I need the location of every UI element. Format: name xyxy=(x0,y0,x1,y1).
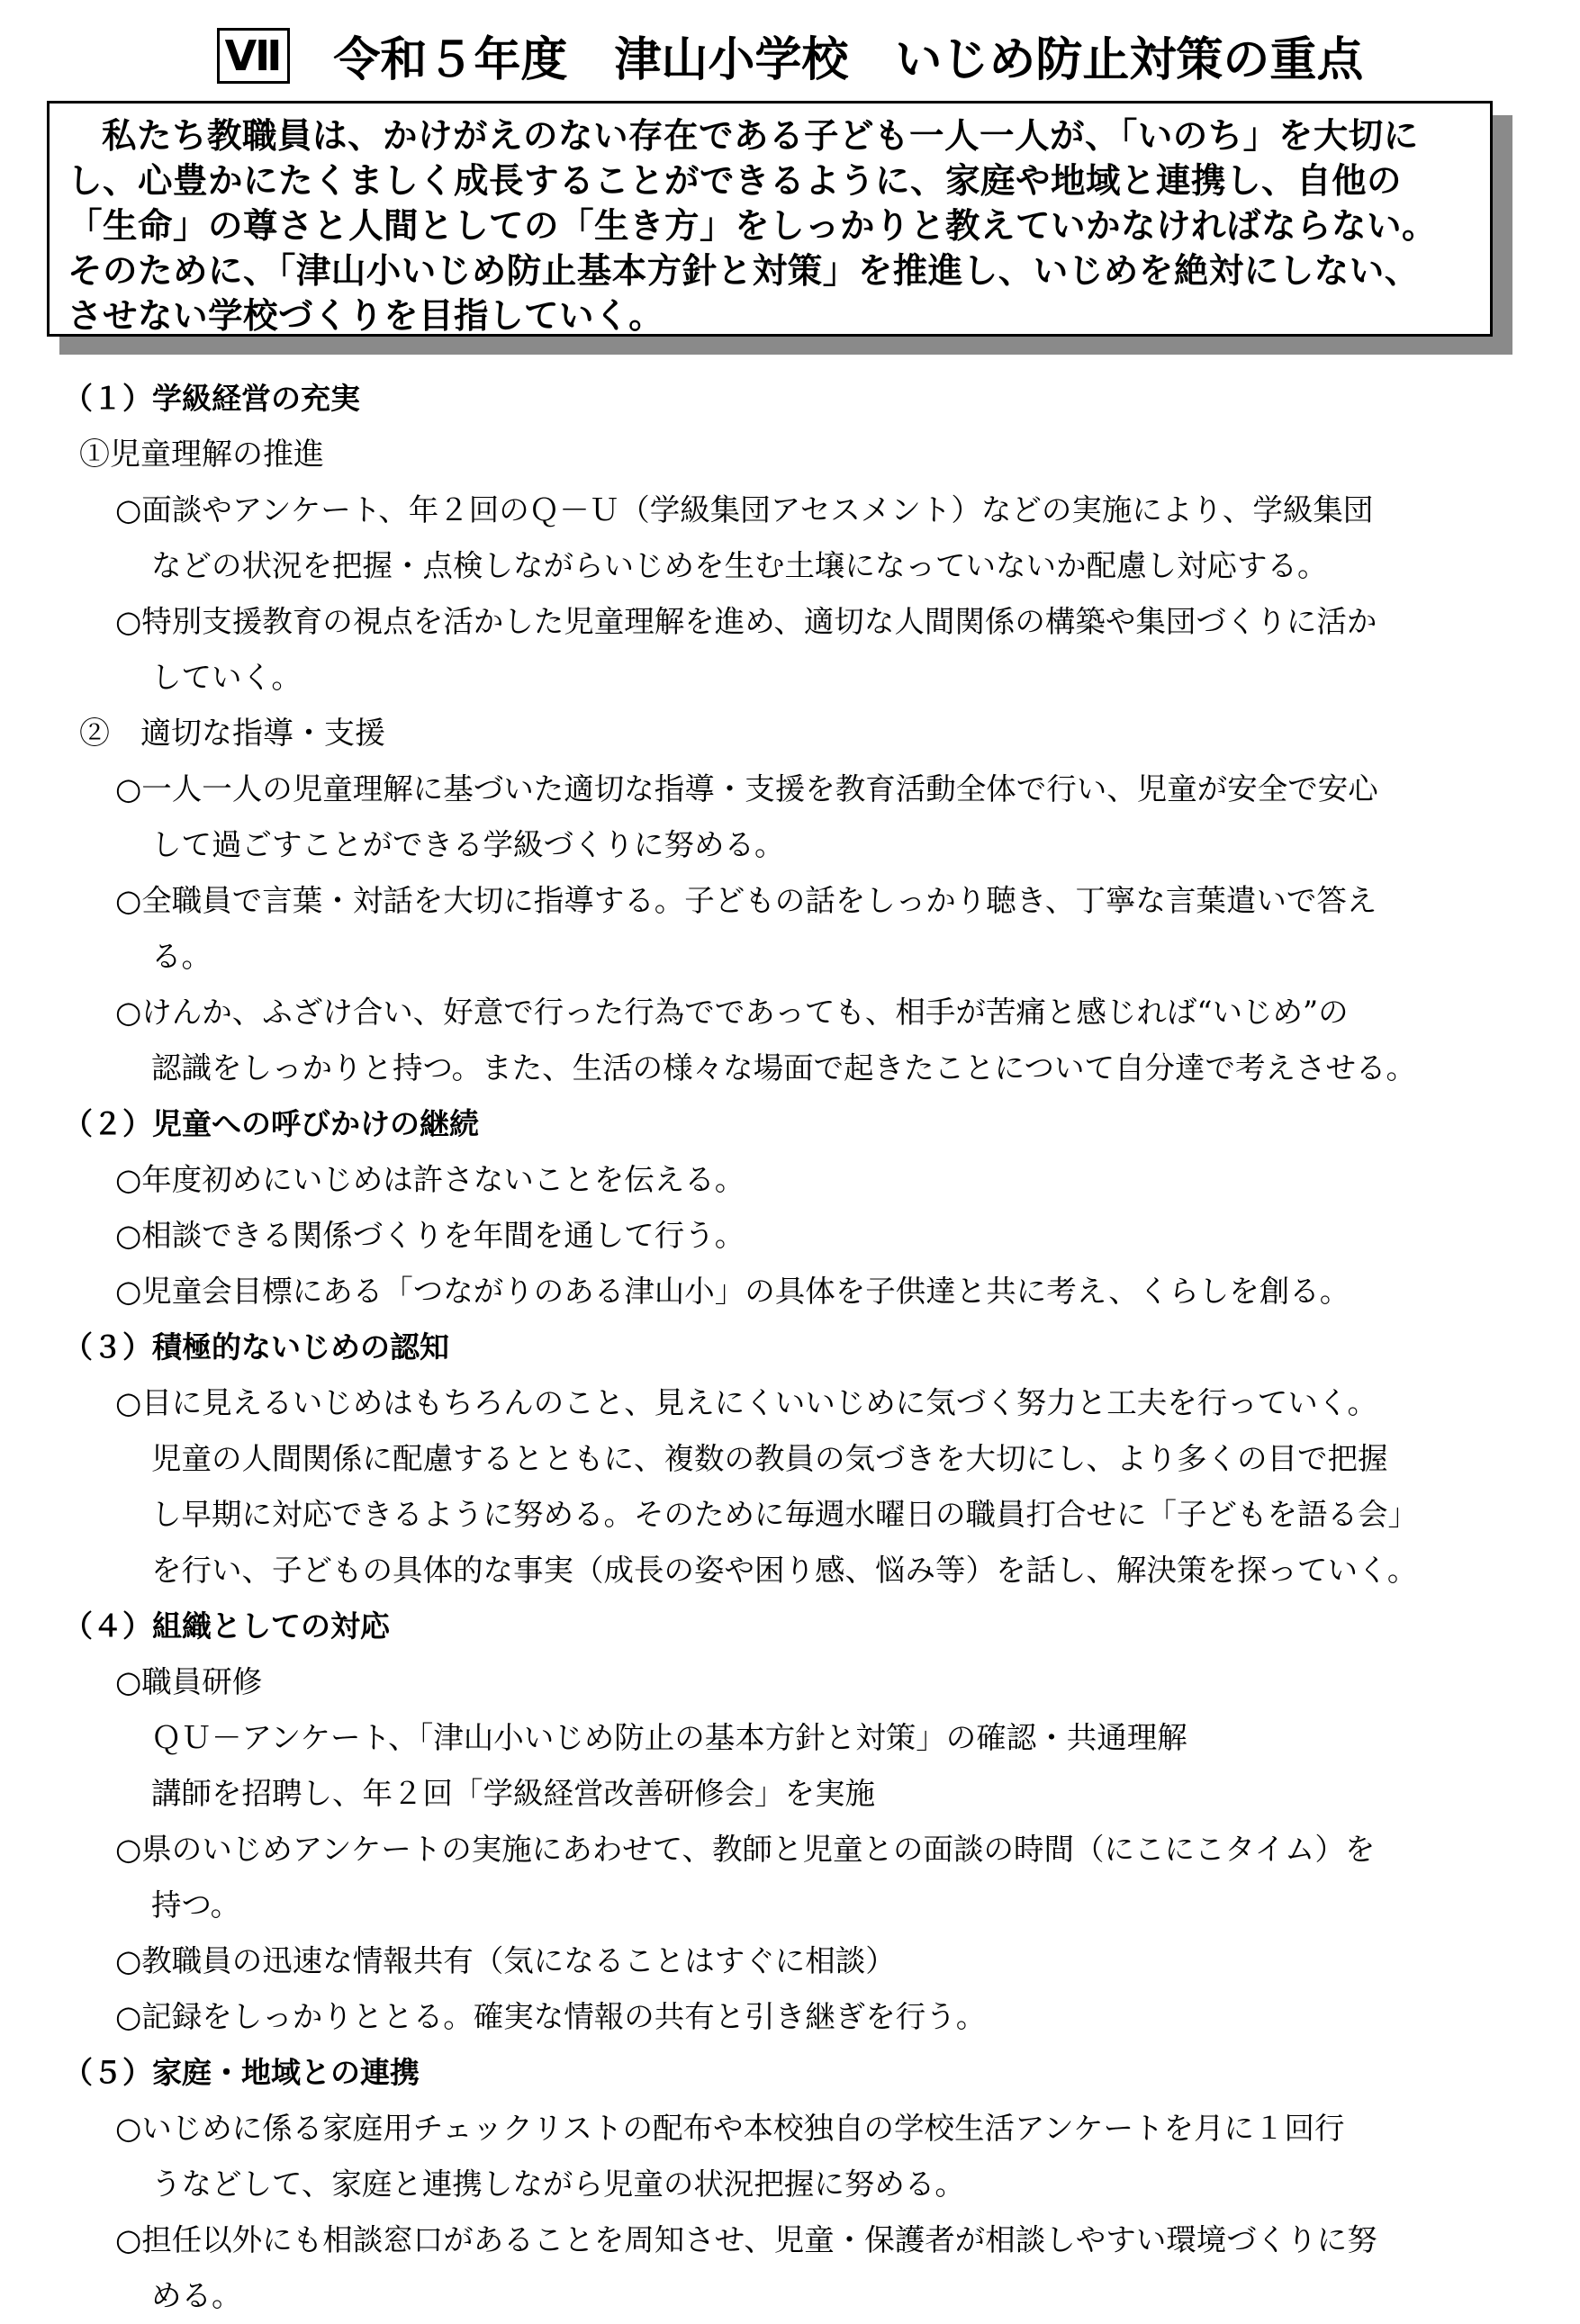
item-line: ○目に見えるいじめはもちろんのこと、見えにくいいじめに気づく努力と工夫を行っていく。 xyxy=(115,1385,1378,1420)
list-item xyxy=(63,2101,1539,2212)
list-item xyxy=(63,761,1539,873)
item-line: ○担任以外にも相談窓口があることを周知させ、児童・保護者が相談しやすい環境づくりに努 xyxy=(115,2222,1377,2257)
list-item xyxy=(63,873,1539,985)
detail-line: 講師を招聘し、年２回「学級経営改善研修会」を実施 xyxy=(151,1776,875,1811)
list-item xyxy=(63,1933,1539,1989)
item-line: 持つ。 xyxy=(151,1887,241,1923)
list-item xyxy=(63,1989,1539,2045)
item-line: ○年度初めにいじめは許さないことを伝える。 xyxy=(115,1162,745,1197)
subsection-heading: ①児童理解の推進 xyxy=(79,437,324,473)
list-item xyxy=(63,1208,1539,1264)
item-line: る。 xyxy=(151,939,212,974)
list-item xyxy=(63,1152,1539,1208)
item-line: して過ごすことができる学級づくりに努める。 xyxy=(151,827,785,862)
detail-line: ＱＵ－アンケート、「津山小いじめ防止の基本方針と対策」の確認・共通理解 xyxy=(151,1720,1187,1755)
item-line: うなどして、家庭と連携しながら児童の状況把握に努める。 xyxy=(151,2166,965,2202)
item-line: ○相談できる関係づくりを年間を通して行う。 xyxy=(115,1218,745,1253)
list-item xyxy=(63,1375,1539,1599)
section-heading: （２）児童への呼びかけの継続 xyxy=(63,1106,479,1141)
title-text: 令和５年度 津山小学校 いじめ防止対策の重点 xyxy=(333,33,1364,87)
box-line: し、心豊かにたくましく成長することができるように、家庭や地域と連携し、自他の xyxy=(68,161,1403,202)
box-line: させない学校づくりを目指していく。 xyxy=(68,296,664,337)
item-line: 児童の人間関係に配慮するとともに、複数の教員の気づきを大切にし、より多くの目で把握 xyxy=(151,1441,1388,1476)
list-item xyxy=(63,482,1539,594)
item-line: ○面談やアンケート、年２回のＱ－Ｕ（学級集団アセスメント）などの実施により、学級集団 xyxy=(115,492,1374,527)
section-heading: （３）積極的ないじめの認知 xyxy=(63,1329,449,1365)
item-line: ○県のいじめアンケートの実施にあわせて、教師と児童との面談の時間（にこにこタイム）を xyxy=(115,1832,1376,1867)
list-item xyxy=(63,985,1539,1096)
item-line: ○けんか、ふざけ合い、好意で行った行為でであっても、相手が苦痛と感じれば“いじめ”の xyxy=(115,995,1349,1030)
box-line: 「生命」の尊さと人間としての「生き方」をしっかりと教えていかなければならない。 xyxy=(68,206,1438,247)
list-item xyxy=(63,1822,1539,1933)
list-item xyxy=(63,1654,1539,1710)
item-line: ○全職員で言葉・対話を大切に指導する。子どもの話をしっかり聴き、丁寧な言葉遣いで答え xyxy=(115,883,1377,918)
roman-numeral: Ⅶ xyxy=(217,28,291,84)
subsection-heading: ② 適切な指導・支援 xyxy=(79,716,385,752)
item-line: 認識をしっかりと持つ。また、生活の様々な場面で起きたことについて自分達で考えさせる。 xyxy=(151,1050,1416,1085)
item-line: ○記録をしっかりととる。確実な情報の共有と引き継ぎを行う。 xyxy=(115,1999,987,2034)
box-line: そのために、「津山小いじめ防止基本方針と対策」を推進し、いじめを絶対にしない、 xyxy=(68,251,1420,292)
item-line: を行い、子どもの具体的な事実（成長の姿や困り感、悩み等）を話し、解決策を探っていく。 xyxy=(151,1553,1418,1588)
section-heading: （１）学級経営の充実 xyxy=(63,381,360,416)
item-line: める。 xyxy=(151,2278,242,2313)
list-item xyxy=(63,1264,1539,1320)
mission-box xyxy=(47,101,1493,337)
section-heading: （４）組織としての対応 xyxy=(63,1608,390,1644)
item-line: ○特別支援教育の視点を活かした児童理解を進め、適切な人間関係の構築や集団づくりに活か xyxy=(115,604,1377,639)
item-line: ○一人一人の児童理解に基づいた適切な指導・支援を教育活動全体で行い、児童が安全で安心 xyxy=(115,771,1378,806)
section-heading: （５）家庭・地域との連携 xyxy=(63,2055,420,2090)
item-line: ○児童会目標にある「つながりのある津山小」の具体を子供達と共に考え、くらしを創る。 xyxy=(115,1274,1350,1309)
document-body xyxy=(63,371,1539,2324)
box-line: 私たち教職員は、かけがえのない存在である子ども一人一人が、「いのち」を大切に xyxy=(102,116,1419,157)
item-line: などの状況を把握・点検しながらいじめを生む土壌になっていないか配慮し対応する。 xyxy=(151,548,1328,583)
item-line: していく。 xyxy=(151,660,302,695)
list-item xyxy=(63,2212,1539,2324)
item-line: し早期に対応できるように努める。そのために毎週水曜日の職員打合せに「子どもを語る会」 xyxy=(151,1497,1418,1532)
list-item xyxy=(63,594,1539,706)
item-line: ○いじめに係る家庭用チェックリストの配布や本校独自の学校生活アンケートを月に１回行 xyxy=(115,2111,1345,2146)
item-line: ○職員研修 xyxy=(115,1664,263,1699)
item-line: ○教職員の迅速な情報共有（気になることはすぐに相談） xyxy=(115,1943,896,1978)
page-title xyxy=(0,25,1580,95)
